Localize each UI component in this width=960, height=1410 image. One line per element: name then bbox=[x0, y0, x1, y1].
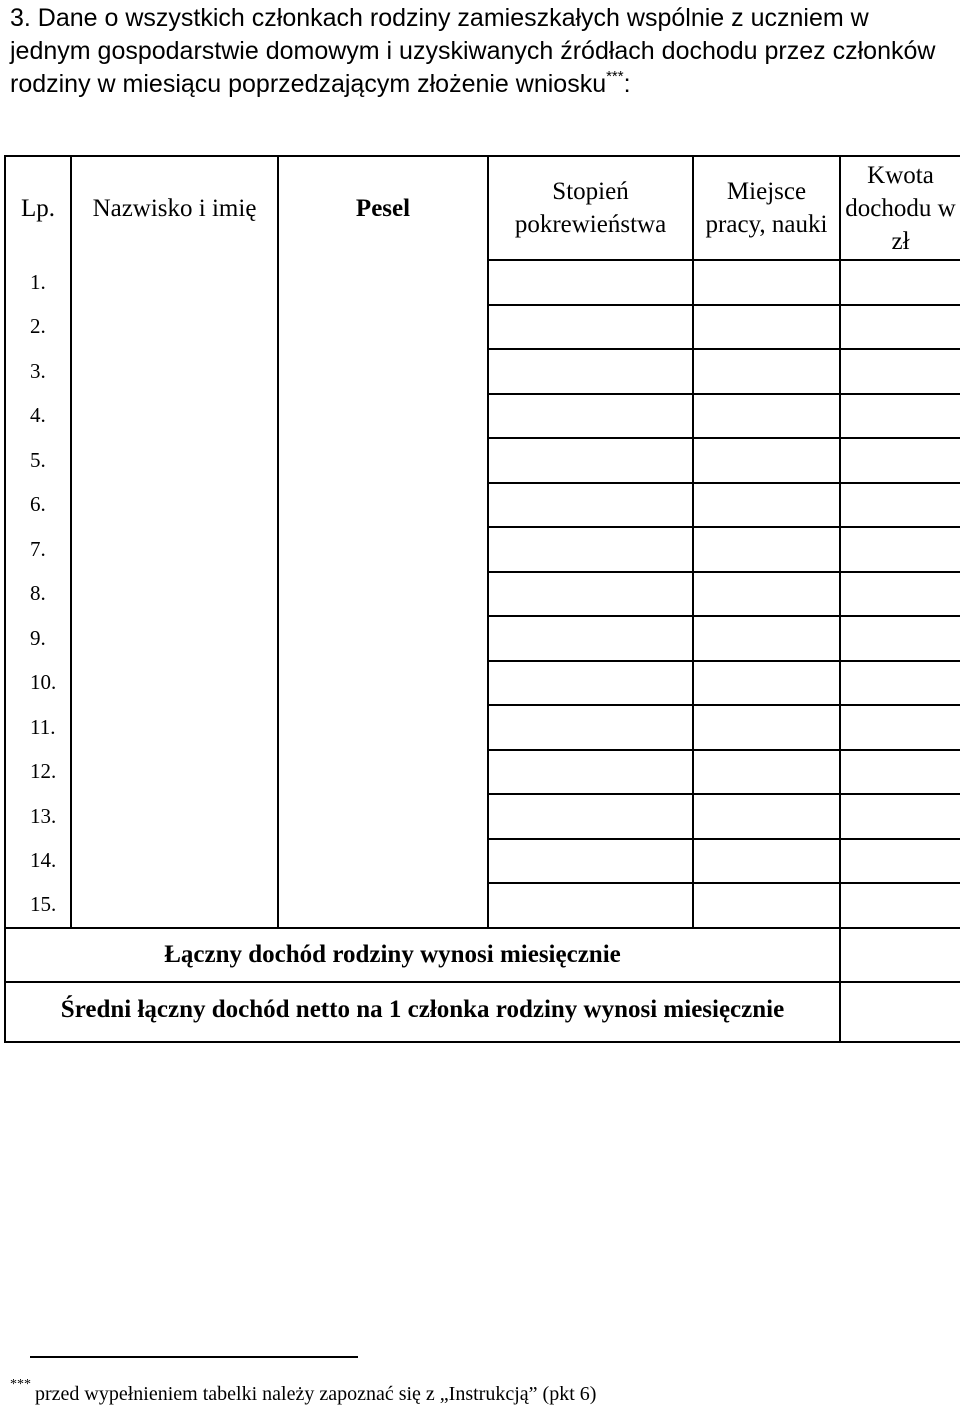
total-income-value-cell[interactable] bbox=[840, 928, 960, 982]
row-number: 4. bbox=[5, 394, 71, 439]
table-row bbox=[5, 438, 960, 483]
relation-cell[interactable] bbox=[488, 883, 693, 928]
workplace-cell[interactable] bbox=[693, 616, 840, 661]
relation-cell[interactable] bbox=[488, 349, 693, 394]
section-heading bbox=[10, 2, 955, 101]
footnote bbox=[10, 1372, 950, 1407]
income-cell[interactable] bbox=[840, 839, 960, 884]
table-row bbox=[5, 883, 960, 928]
workplace-cell[interactable] bbox=[693, 572, 840, 617]
income-cell[interactable] bbox=[840, 349, 960, 394]
pesel-cell[interactable] bbox=[278, 705, 488, 750]
workplace-cell[interactable] bbox=[693, 883, 840, 928]
relation-cell[interactable] bbox=[488, 527, 693, 572]
column-header-relation: Stopień pokrewieństwa bbox=[488, 156, 693, 260]
income-cell[interactable] bbox=[840, 394, 960, 439]
relation-cell[interactable] bbox=[488, 572, 693, 617]
name-cell[interactable] bbox=[71, 839, 278, 884]
pesel-cell[interactable] bbox=[278, 750, 488, 795]
income-cell[interactable] bbox=[840, 572, 960, 617]
table-row bbox=[5, 572, 960, 617]
table-row bbox=[5, 527, 960, 572]
row-number: 11. bbox=[5, 705, 71, 750]
name-cell[interactable] bbox=[71, 349, 278, 394]
pesel-cell[interactable] bbox=[278, 616, 488, 661]
income-cell[interactable] bbox=[840, 305, 960, 350]
row-number: 12. bbox=[5, 750, 71, 795]
pesel-cell[interactable] bbox=[278, 883, 488, 928]
relation-cell[interactable] bbox=[488, 394, 693, 439]
workplace-cell[interactable] bbox=[693, 305, 840, 350]
table-header-row bbox=[5, 156, 960, 260]
row-number: 10. bbox=[5, 661, 71, 706]
relation-cell[interactable] bbox=[488, 438, 693, 483]
income-cell[interactable] bbox=[840, 483, 960, 528]
average-income-row bbox=[5, 982, 960, 1042]
workplace-cell[interactable] bbox=[693, 394, 840, 439]
workplace-cell[interactable] bbox=[693, 839, 840, 884]
name-cell[interactable] bbox=[71, 527, 278, 572]
name-cell[interactable] bbox=[71, 750, 278, 795]
row-number: 3. bbox=[5, 349, 71, 394]
workplace-cell[interactable] bbox=[693, 349, 840, 394]
workplace-cell[interactable] bbox=[693, 661, 840, 706]
pesel-cell[interactable] bbox=[278, 394, 488, 439]
workplace-cell[interactable] bbox=[693, 705, 840, 750]
relation-cell[interactable] bbox=[488, 750, 693, 795]
pesel-cell[interactable] bbox=[278, 661, 488, 706]
pesel-cell[interactable] bbox=[278, 483, 488, 528]
row-number: 9. bbox=[5, 616, 71, 661]
name-cell[interactable] bbox=[71, 616, 278, 661]
row-number: 2. bbox=[5, 305, 71, 350]
name-cell[interactable] bbox=[71, 305, 278, 350]
income-cell[interactable] bbox=[840, 616, 960, 661]
table-row bbox=[5, 260, 960, 305]
row-number: 6. bbox=[5, 483, 71, 528]
average-income-value-cell[interactable] bbox=[840, 982, 960, 1042]
relation-cell[interactable] bbox=[488, 260, 693, 305]
income-cell[interactable] bbox=[840, 527, 960, 572]
total-income-label: Łączny dochód rodziny wynosi miesięcznie bbox=[5, 928, 840, 982]
column-header-name: Nazwisko i imię bbox=[71, 156, 278, 260]
table-row bbox=[5, 750, 960, 795]
income-cell[interactable] bbox=[840, 705, 960, 750]
row-number: 7. bbox=[5, 527, 71, 572]
column-header-pesel: Pesel bbox=[278, 156, 488, 260]
table-row bbox=[5, 616, 960, 661]
column-header-workplace: Miejsce pracy, nauki bbox=[693, 156, 840, 260]
name-cell[interactable] bbox=[71, 705, 278, 750]
footnote-reference: *** bbox=[606, 68, 624, 85]
pesel-cell[interactable] bbox=[278, 572, 488, 617]
average-income-label: Średni łączny dochód netto na 1 członka rodziny wynosi miesięcznie bbox=[5, 982, 840, 1042]
workplace-cell[interactable] bbox=[693, 794, 840, 839]
workplace-cell[interactable] bbox=[693, 438, 840, 483]
pesel-cell[interactable] bbox=[278, 438, 488, 483]
footnote-separator bbox=[30, 1356, 358, 1358]
income-cell[interactable] bbox=[840, 260, 960, 305]
pesel-cell[interactable] bbox=[278, 349, 488, 394]
pesel-cell[interactable] bbox=[278, 527, 488, 572]
table-row bbox=[5, 349, 960, 394]
name-cell[interactable] bbox=[71, 883, 278, 928]
name-cell[interactable] bbox=[71, 394, 278, 439]
income-cell[interactable] bbox=[840, 438, 960, 483]
relation-cell[interactable] bbox=[488, 305, 693, 350]
footnote-mark: *** bbox=[10, 1377, 31, 1392]
relation-cell[interactable] bbox=[488, 616, 693, 661]
income-cell[interactable] bbox=[840, 750, 960, 795]
name-cell[interactable] bbox=[71, 794, 278, 839]
table-row bbox=[5, 705, 960, 750]
column-header-lp: Lp. bbox=[5, 156, 71, 260]
income-cell[interactable] bbox=[840, 883, 960, 928]
workplace-cell[interactable] bbox=[693, 260, 840, 305]
table-row bbox=[5, 483, 960, 528]
name-cell[interactable] bbox=[71, 661, 278, 706]
relation-cell[interactable] bbox=[488, 794, 693, 839]
section-heading-colon: : bbox=[623, 70, 631, 98]
income-cell[interactable] bbox=[840, 794, 960, 839]
relation-cell[interactable] bbox=[488, 839, 693, 884]
pesel-cell[interactable] bbox=[278, 260, 488, 305]
workplace-cell[interactable] bbox=[693, 750, 840, 795]
workplace-cell[interactable] bbox=[693, 483, 840, 528]
table-row bbox=[5, 394, 960, 439]
row-number: 8. bbox=[5, 572, 71, 617]
pesel-cell[interactable] bbox=[278, 839, 488, 884]
total-income-row bbox=[5, 928, 960, 982]
relation-cell[interactable] bbox=[488, 661, 693, 706]
workplace-cell[interactable] bbox=[693, 527, 840, 572]
name-cell[interactable] bbox=[71, 483, 278, 528]
column-header-income: Kwota dochodu w zł bbox=[840, 156, 960, 260]
family-income-table bbox=[4, 155, 960, 1043]
pesel-cell[interactable] bbox=[278, 794, 488, 839]
section-heading-text: 3. Dane o wszystkich członkach rodziny zamieszkałych wspólnie z uczniem w jednym gospodarstwie domowym i uzyskiwanych źródłach dochodu przez członków rodziny w miesiącu poprzedzającym złożenie wniosku bbox=[10, 4, 936, 98]
row-number: 13. bbox=[5, 794, 71, 839]
table-row bbox=[5, 661, 960, 706]
relation-cell[interactable] bbox=[488, 705, 693, 750]
name-cell[interactable] bbox=[71, 260, 278, 305]
row-number: 15. bbox=[5, 883, 71, 928]
row-number: 14. bbox=[5, 839, 71, 884]
table-row bbox=[5, 839, 960, 884]
table-row bbox=[5, 794, 960, 839]
row-number: 1. bbox=[5, 260, 71, 305]
name-cell[interactable] bbox=[71, 572, 278, 617]
pesel-cell[interactable] bbox=[278, 305, 488, 350]
income-cell[interactable] bbox=[840, 661, 960, 706]
table-row bbox=[5, 305, 960, 350]
footnote-text: przed wypełnieniem tabelki należy zapoznać się z „Instrukcją” (pkt 6) bbox=[35, 1383, 597, 1405]
name-cell[interactable] bbox=[71, 438, 278, 483]
relation-cell[interactable] bbox=[488, 483, 693, 528]
row-number: 5. bbox=[5, 438, 71, 483]
